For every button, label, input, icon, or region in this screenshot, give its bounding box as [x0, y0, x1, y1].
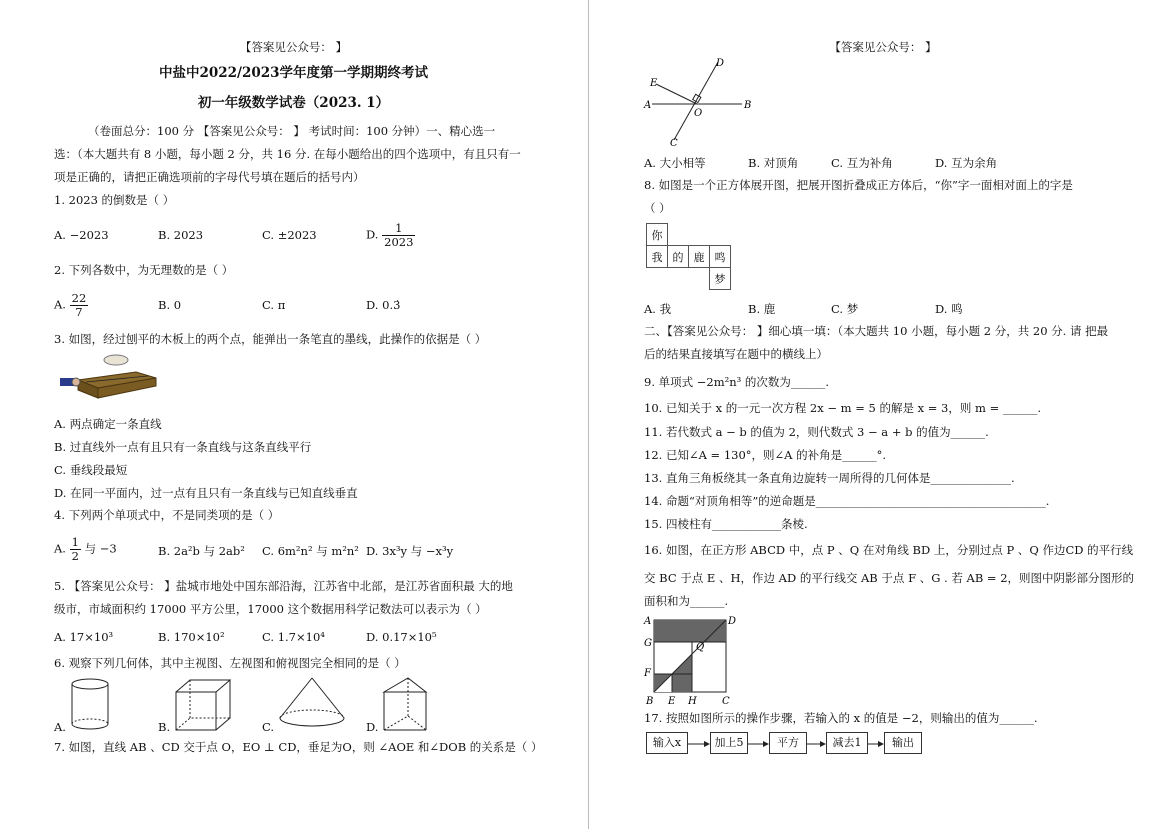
net-face: 我 [647, 246, 668, 268]
q3-option-a: A. 两点确定一条直线 [54, 417, 162, 431]
net-face: 鹿 [689, 246, 710, 268]
triangular-prism-figure [380, 676, 432, 734]
q5-option-d: D. 0.17×10⁵ [366, 630, 437, 644]
label-f: F [644, 668, 651, 679]
question-5-line-2: 级市，市域面积约 17000 平方公里，17000 这个数据用科学记数法可以表示为（ ） [54, 602, 487, 616]
intro-line-1: （卷面总分：100 分 【答案见公众号： 】 考试时间：100 分钟）一、精心选一 [88, 124, 496, 138]
q4-option-c: C. 6m²n² 与 m²n² [262, 544, 359, 558]
net-face: 梦 [710, 268, 731, 290]
header-note-right: 【答案见公众号： 】 [829, 40, 937, 54]
q5-option-a: A. 17×10³ [54, 630, 114, 644]
cone-figure [276, 676, 350, 730]
q6-option-a: A. [54, 720, 66, 734]
square-figure-q16 [642, 612, 742, 708]
question-7: 7. 如图，直线 AB 、CD 交于点 O，EO ⊥ CD，垂足为O，则 ∠AOE 和∠DOB 的关系是（ ） [54, 740, 543, 754]
question-8-line-1: 8. 如图是一个正方体展开图，把展开图折叠成正方体后，“你”字一面相对面上的字是 [644, 178, 1073, 192]
question-1: 1. 2023 的倒数是（ ） [54, 193, 175, 207]
q7-option-a: A. 大小相等 [644, 156, 706, 170]
q8-option-d: D. 鸣 [935, 302, 963, 316]
intro-line-2: 选：（本大题共有 8 小题，每小题 2 分，共 16 分. 在每小题给出的四个选项中，有且只有一 [54, 147, 521, 161]
q5-option-b: B. 170×10² [158, 630, 225, 644]
q3-option-d: D. 在同一平面内，过一点有且只有一条直线与已知直线垂直 [54, 486, 358, 500]
exam-title: 中盐中2022/2023学年度第一学期期终考试 [158, 65, 429, 81]
q2-option-a [54, 292, 88, 319]
q6-option-b: B. [158, 720, 171, 734]
fraction-denominator: 7 [75, 305, 83, 319]
section-2-line-1: 二、【答案见公众号： 】细心填一填：（本大题共 10 小题，每小题 2 分，共 20 分. 请 把最 [644, 324, 1109, 338]
q2-option-c: C. π [262, 298, 286, 312]
net-face: 你 [647, 224, 668, 246]
question-4: 4. 下列两个单项式中，不是同类项的是（ ） [54, 508, 280, 522]
q4-a-suffix: 与 −3 [84, 541, 117, 556]
label-b: B [646, 696, 654, 707]
header-note: 【答案见公众号： 】 [239, 40, 348, 54]
q1-d-fraction [382, 222, 415, 249]
q4-option-d: D. 3x³y 与 −x³y [366, 544, 454, 558]
q6-option-c: C. [262, 720, 275, 734]
label-a: A [644, 616, 652, 627]
q8-option-b: B. 鹿 [748, 302, 776, 316]
net-face: 的 [668, 246, 689, 268]
q5-option-c: C. 1.7×10⁴ [262, 630, 325, 644]
q2-a-label: A. [54, 297, 66, 312]
fraction-numerator: 22 [71, 291, 87, 305]
cylinder-figure [66, 676, 116, 732]
q7-option-c: C. 互为补角 [831, 156, 893, 170]
q2-option-d: D. 0.3̇ [366, 298, 401, 312]
question-8-line-2: （ ） [644, 201, 671, 215]
q4-option-a [54, 536, 117, 563]
q1-option-d-label: D. [366, 227, 379, 242]
q2-option-b: B. 0 [158, 298, 182, 312]
question-14: 14. 命题“对顶角相等”的逆命题是________________________________________. [644, 494, 1050, 508]
q3-option-c: C. 垂线段最短 [54, 463, 128, 477]
question-15: 15. 四棱柱有____________条棱. [644, 517, 808, 531]
q3-option-b: B. 过直线外一点有且只有一条直线与这条直线平行 [54, 440, 312, 454]
flow-step-subtract-1: 减去1 [826, 732, 868, 754]
flow-step-output: 输出 [884, 732, 922, 754]
label-d: D [716, 58, 725, 69]
label-h: H [688, 696, 697, 707]
q4-option-b: B. 2a²b 与 2ab² [158, 544, 245, 558]
question-17: 17. 按照如图所示的操作步骤，若输入的 x 的值是 −2，则输出的值为______. [644, 711, 1038, 725]
label-c: C [722, 696, 730, 707]
label-e: E [650, 78, 658, 89]
cube-net-figure [646, 223, 731, 290]
question-10: 10. 已知关于 x 的一元一次方程 2x − m = 5 的解是 x = 3，则 m = ______. [644, 401, 1042, 415]
label-a: A [644, 100, 652, 111]
label-e: E [668, 696, 676, 707]
label-o: O [694, 108, 703, 119]
exam-subtitle: 初一年级数学试卷（2023. 1） [197, 95, 390, 111]
question-16-line-2: 交 BC 于点 E 、H，作边 AD 的平行线交 AB 于点 F 、G . 若 AB = 2，则图中阴影部分图形的 [644, 571, 1135, 585]
question-16-line-3: 面积和为______. [644, 594, 729, 608]
cube-figure [172, 676, 234, 734]
question-2: 2. 下列各数中，为无理数的是（ ） [54, 263, 234, 277]
question-6: 6. 观察下列几何体，其中主视图、左视图和俯视图完全相同的是（ ） [54, 656, 406, 670]
right-page [590, 0, 1176, 829]
q6-option-d: D. [366, 720, 379, 734]
q7-option-d: D. 互为余角 [935, 156, 998, 170]
label-g: G [644, 638, 652, 649]
label-c: C [670, 138, 678, 146]
fraction-denominator: 2023 [384, 235, 414, 249]
q8-option-c: C. 梦 [831, 302, 859, 316]
question-13: 13. 直角三角板绕其一条直角边旋转一周所得的几何体是______________. [644, 471, 1015, 485]
q4-a-fraction [70, 536, 81, 563]
flow-step-square: 平方 [769, 732, 807, 754]
wood-board-figure [56, 352, 160, 400]
question-3: 3. 如图，经过刨平的木板上的两个点，能弹出一条笔直的墨线，此操作的依据是（ ） [54, 332, 487, 346]
question-16-line-1: 16. 如图，在正方形 ABCD 中，点 P 、Q 在对角线 BD 上，分别过点 P 、Q 作边CD 的平行线 [644, 543, 1134, 557]
question-12: 12. 已知∠A = 130°，则∠A 的补角是______°. [644, 448, 887, 462]
q4-a-label: A. [54, 541, 66, 556]
left-page [0, 0, 587, 829]
question-11: 11. 若代数式 a − b 的值为 2，则代数式 3 − a + b 的值为______. [644, 425, 989, 439]
page-divider [588, 0, 589, 829]
q8-option-a: A. 我 [644, 302, 672, 316]
label-d: D [728, 616, 737, 627]
fraction-numerator: 1 [382, 222, 415, 236]
q1-option-a: A. −2023 [54, 228, 109, 242]
q1-option-d [366, 222, 415, 249]
question-5-line-1: 5. 【答案见公众号： 】盐城市地处中国东部沿海，江苏省中北部，是江苏省面积最 大的地 [54, 579, 513, 593]
q1-option-b: B. 2023 [158, 228, 204, 242]
section-2-line-2: 后的结果直接填写在题中的横线上） [644, 347, 828, 361]
flow-step-add-5: 加上5 [710, 732, 748, 754]
intro-line-3: 项是正确的，请把正确选项前的字母代号填在题后的括号内） [54, 170, 365, 184]
angle-figure-q7 [642, 56, 762, 146]
fraction-denominator: 2 [71, 549, 79, 563]
q7-option-b: B. 对顶角 [748, 156, 799, 170]
net-face: 鸣 [710, 246, 731, 268]
fraction-numerator: 1 [71, 535, 79, 549]
label-q: Q [696, 642, 705, 653]
flow-step-input: 输入x [646, 732, 688, 754]
label-b: B [744, 100, 752, 111]
question-9: 9. 单项式 −2m²n³ 的次数为______. [644, 375, 830, 389]
q2-a-fraction [70, 292, 89, 319]
q1-option-c: C. ±2023 [262, 228, 317, 242]
